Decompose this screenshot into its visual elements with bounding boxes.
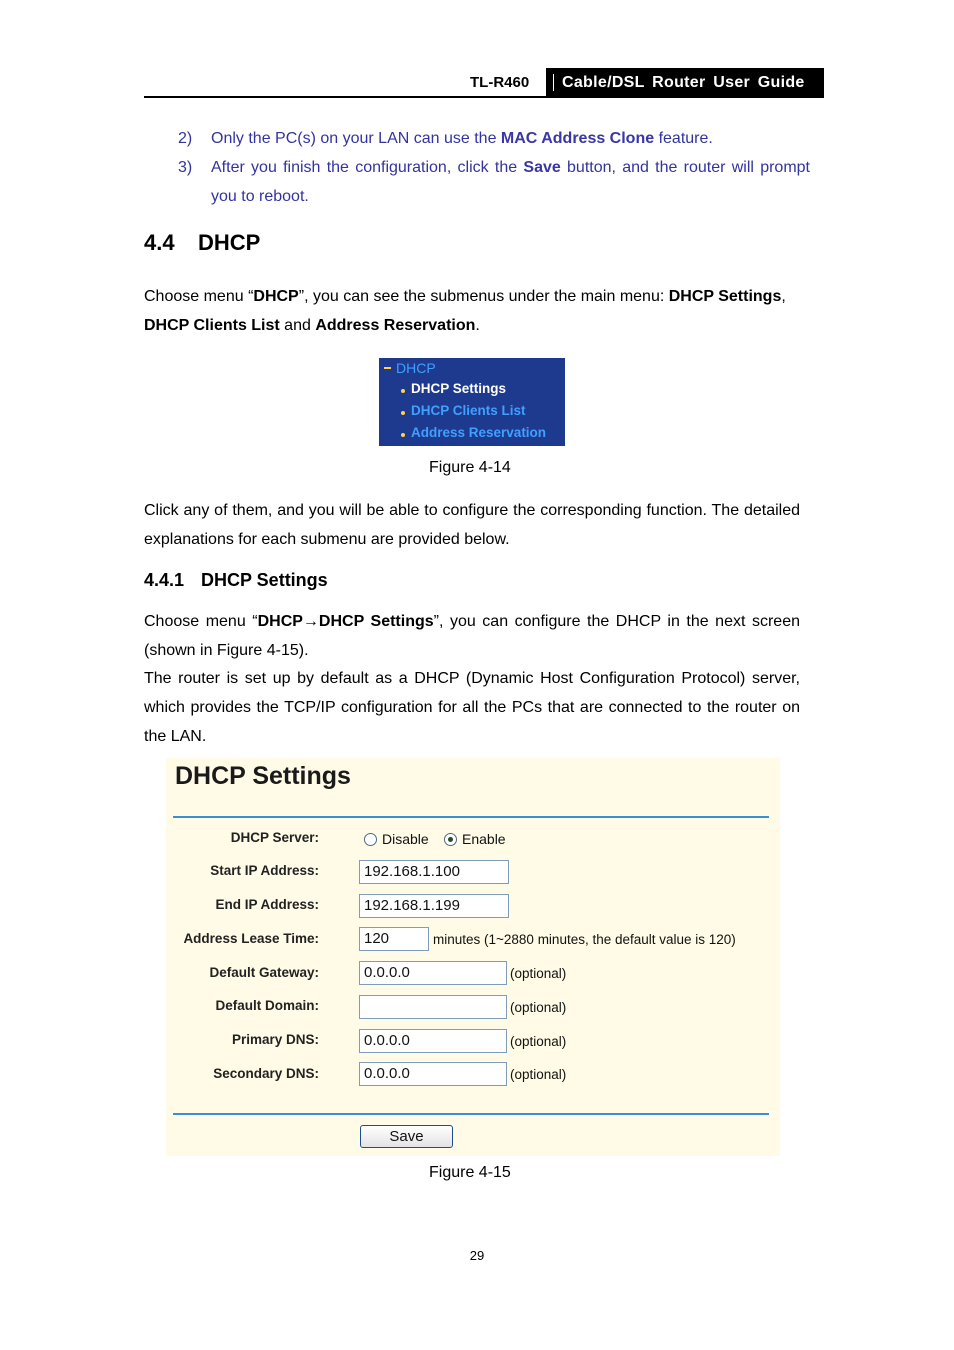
dhcp-settings-panel [166,758,780,1156]
choose-menu-paragraph: Choose menu “DHCP→DHCP Settings”, you can configure the DHCP in the next screen (shown in Figure 4-15). [144,613,800,659]
default-domain-input[interactable] [359,995,507,1019]
bullet-icon [401,433,405,437]
router-paragraph: The router is set up by default as a DHCP (Dynamic Host Configuration Protocol) server, which provides the TCP/IP configuration for all the PCs that are connected to the router on the LAN. [144,670,800,745]
intro-paragraph: Choose menu “DHCP”, you can see the submenus under the main menu: DHCP Settings, DHCP Clients List and Address Reservation. [144,288,786,334]
subsection-heading: 4.4.1 DHCP Settings [144,570,328,590]
default-gateway-input[interactable]: 0.0.0.0 [359,961,507,985]
top-rule [173,816,769,818]
optional-note: (optional) [510,1034,567,1049]
end-ip-input[interactable]: 192.168.1.199 [359,894,509,918]
page-number: 29 [469,1248,485,1263]
list-text: After you finish the configuration, click the Save button, and the router will prompt you to reboot. [211,159,810,205]
header-guide-text: Cable/DSL Router User Guide [562,74,805,91]
figure-caption: Figure 4-14 [429,459,511,476]
click-paragraph: Click any of them, and you will be able to configure the corresponding function. The detailed explanations for each submenu are provided below. [144,502,800,548]
menu-item-address-reservation[interactable]: Address Reservation [411,425,547,440]
default-domain-label: Default Domain: [215,998,319,1013]
disable-radio[interactable] [364,833,377,846]
section-heading: 4.4 DHCP [144,230,261,255]
list-item [178,153,810,211]
header-model: TL-R460 [470,74,530,91]
panel-title: DHCP Settings [175,762,351,790]
figure-caption: Figure 4-15 [429,1164,511,1181]
start-ip-input[interactable]: 192.168.1.100 [359,860,509,884]
primary-dns-label: Primary DNS: [231,1032,319,1047]
list-item [178,124,810,153]
lease-time-input[interactable]: 120 [359,927,429,951]
dhcp-menu-figure [379,358,565,446]
bottom-rule [173,1113,769,1115]
default-gateway-label: Default Gateway: [209,965,319,980]
numbered-list [178,124,810,211]
header-rule [144,96,824,98]
bullet-icon [401,389,405,393]
secondary-dns-label: Secondary DNS: [213,1066,319,1081]
save-button[interactable]: Save [360,1125,453,1148]
secondary-dns-input[interactable]: 0.0.0.0 [359,1062,507,1086]
list-number: 3) [178,159,193,176]
lease-time-hint: minutes (1~2880 minutes, the default value is 120) [433,932,736,947]
header-guide-title [546,68,824,97]
enable-label: Enable [462,831,506,847]
list-number: 2) [178,130,193,147]
optional-note: (optional) [510,966,567,981]
list-text: Only the PC(s) on your LAN can use the MAC Address Clone feature. [211,130,713,147]
start-ip-label: Start IP Address: [210,863,319,878]
menu-item-dhcp-settings[interactable]: DHCP Settings [411,381,507,396]
lease-time-label: Address Lease Time: [183,931,319,946]
enable-radio[interactable] [444,833,457,846]
dhcp-server-label: DHCP Server: [230,830,319,845]
primary-dns-input[interactable]: 0.0.0.0 [359,1029,507,1053]
optional-note: (optional) [510,1067,567,1082]
menu-header-dhcp[interactable]: DHCP [396,360,436,376]
collapse-icon [384,367,391,369]
end-ip-label: End IP Address: [215,897,319,912]
optional-note: (optional) [510,1000,567,1015]
disable-label: Disable [382,831,429,847]
bullet-icon [401,411,405,415]
menu-item-dhcp-clients-list[interactable]: DHCP Clients List [411,403,526,418]
